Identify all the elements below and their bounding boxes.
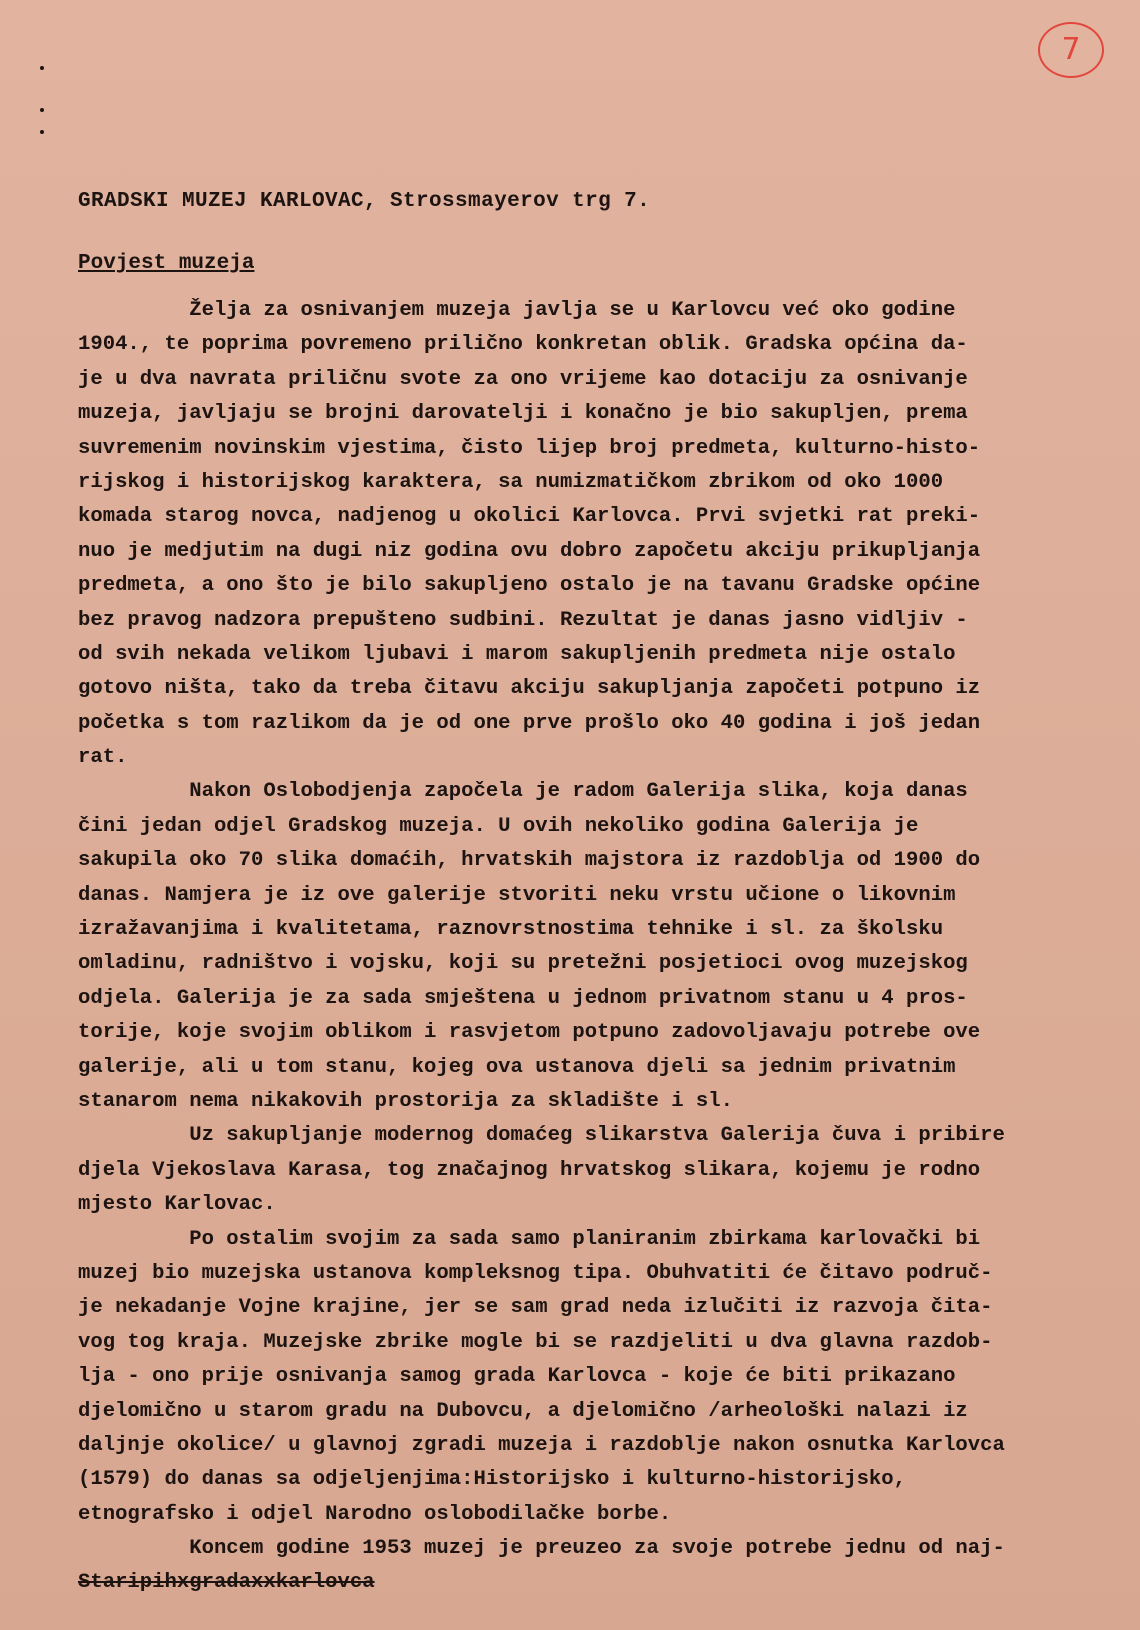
text-line: djelomično u starom gradu na Dubovcu, a djelomično /arheološki nalazi iz: [78, 1399, 968, 1423]
section-heading: Povjest muzeja: [78, 252, 255, 275]
text-line: danas. Namjera je iz ove galerije stvoriti neku vrstu učione o likovnim: [78, 883, 956, 907]
text-line: Nakon Oslobodjenja započela je radom Galerija slika, koja danas: [78, 780, 968, 804]
text-line: predmeta, a ono što je bilo sakupljeno ostalo je na tavanu Gradske općine: [78, 574, 981, 598]
text-line: rijskog i historijskog karaktera, sa numizmatičkom zbrikom od oko 1000: [78, 470, 944, 494]
text-line: čini jedan odjel Gradskog muzeja. U ovih nekoliko godina Galerija je: [78, 814, 919, 838]
text-line: djela Vjekoslava Karasa, tog značajnog hrvatskog slikara, kojemu je rodno: [78, 1158, 981, 1182]
punch-mark: [40, 130, 44, 134]
text-line: Uz sakupljanje modernog domaćeg slikarstva Galerija čuva i pribire: [78, 1124, 1005, 1148]
text-line: galerije, ali u tom stanu, kojeg ova ustanova djeli sa jednim privatnim: [78, 1055, 956, 1079]
text-line: Želja za osnivanjem muzeja javlja se u Karlovcu već oko godine: [78, 299, 956, 322]
text-line: 1904., te poprima povremeno prilično konkretan oblik. Gradska općina da-: [78, 333, 968, 357]
text-line: od svih nekada velikom ljubavi i marom sakupljenih predmeta nije ostalo: [78, 642, 956, 666]
punch-mark: [40, 108, 44, 112]
text-line: odjela. Galerija je za sada smještena u jednom privatnom stanu u 4 pros-: [78, 986, 968, 1010]
text-line: daljnje okolice/ u glavnoj zgradi muzeja i razdoblje nakon osnutka Karlovca: [78, 1433, 1005, 1457]
text-line: torije, koje svojim oblikom i rasvjetom potpuno zadovoljavaju potrebe ove: [78, 1021, 981, 1045]
text-line: vog tog kraja. Muzejske zbrike mogle bi se razdjeliti u dva glavna razdob-: [78, 1330, 993, 1354]
page-number-stamp: 7: [1038, 22, 1104, 78]
text-line: lja - ono prije osnivanja samog grada Karlovca - koje će biti prikazano: [78, 1365, 956, 1389]
text-line: gotovo ništa, tako da treba čitavu akciju sakupljanja započeti potpuno iz: [78, 677, 981, 701]
text-line: muzeja, javljaju se brojni darovatelji i konačno je bio sakupljen, prema: [78, 402, 968, 426]
text-line: Koncem godine 1953 muzej je preuzeo za svoje potrebe jednu od naj-: [78, 1537, 1005, 1561]
text-line: je u dva navrata priličnu svote za ono vrijeme kao dotaciju za osnivanje: [78, 367, 968, 391]
text-line: izražavanjima i kvalitetama, raznovrstnostima tehnike i sl. za školsku: [78, 918, 944, 942]
text-line: početka s tom razlikom da je od one prve prošlo oko 40 godina i još jedan: [78, 711, 981, 735]
text-line: omladinu, radništvo i vojsku, koji su pretežni posjetioci ovog muzejskog: [78, 952, 968, 976]
text-line: nuo je medjutim na dugi niz godina ovu dobro započetu akciju prikupljanja: [78, 539, 981, 563]
text-line: bez pravog nadzora prepušteno sudbini. Rezultat je danas jasno vidljiv -: [78, 608, 968, 632]
text-line: muzej bio muzejska ustanova kompleksnog tipa. Obuhvatiti će čitavo područ-: [78, 1261, 993, 1285]
letterhead: GRADSKI MUZEJ KARLOVAC, Strossmayerov trg 7.: [78, 190, 651, 213]
text-line: stanarom nema nikakovih prostorija za skladište i sl.: [78, 1089, 733, 1113]
text-line: suvremenim novinskim vjestima, čisto lijep broj predmeta, kulturno-histo-: [78, 436, 981, 460]
text-line: sakupila oko 70 slika domaćih, hrvatskih majstora iz razdoblja od 1900 do: [78, 849, 981, 873]
text-line: rat.: [78, 746, 128, 770]
text-line: Po ostalim svojim za sada samo planiranim zbirkama karlovački bi: [78, 1227, 981, 1251]
text-line: je nekadanje Vojne krajine, jer se sam grad neda izlučiti iz razvoja čita-: [78, 1296, 993, 1320]
text-line: komada starog novca, nadjenog u okolici Karlovca. Prvi svjetki rat preki-: [78, 505, 981, 529]
body-text: [78, 294, 1128, 1601]
text-line: (1579) do danas sa odjeljenjima:Historijsko i kulturno-historijsko,: [78, 1468, 907, 1492]
struck-out-line: Staripihxgradaxxkarlovca: [78, 1571, 375, 1595]
text-line: etnografsko i odjel Narodno oslobodilačke borbe.: [78, 1502, 672, 1526]
text-line: mjesto Karlovac.: [78, 1193, 276, 1217]
punch-mark: [40, 66, 44, 70]
